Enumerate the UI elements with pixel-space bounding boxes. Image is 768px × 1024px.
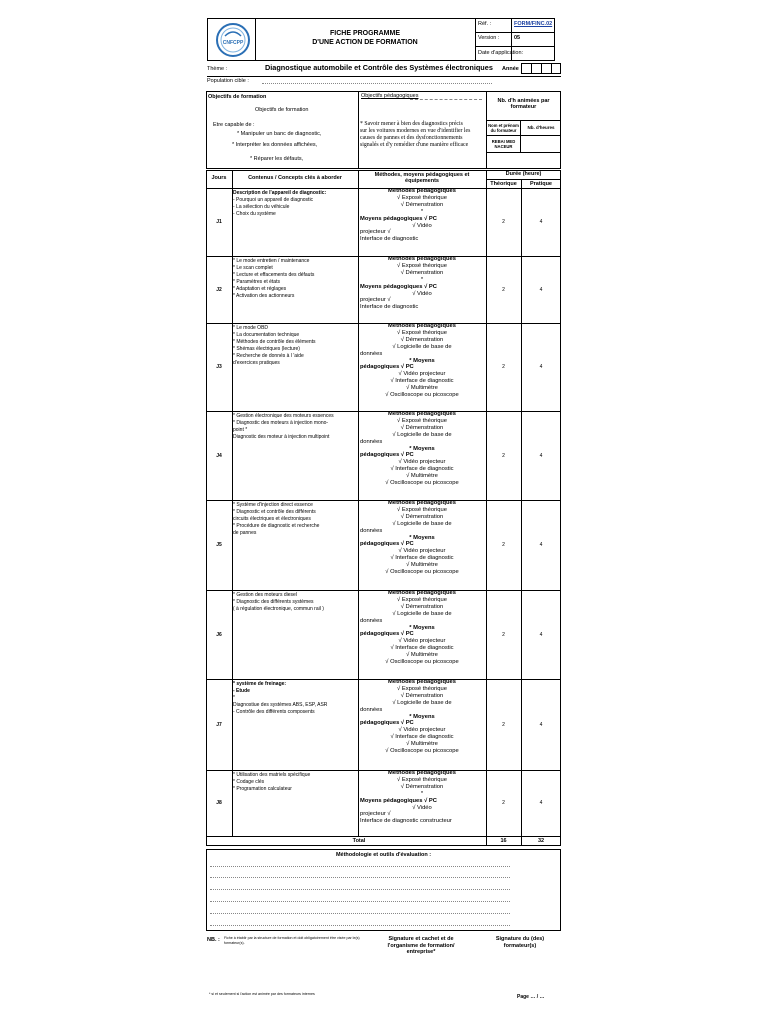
row-method-line: *: [420, 790, 424, 797]
eval-line-1[interactable]: [210, 866, 510, 867]
row-content-line: - Pourquoi un appareil de diagnostic: [233, 196, 314, 203]
row-method-line: données: [360, 438, 383, 445]
col-jours: Jours: [211, 175, 227, 181]
row-content-line: * Programation calculateur: [233, 785, 292, 792]
eval-line-4[interactable]: [210, 901, 510, 902]
version-label: Version :: [478, 35, 500, 41]
total-prat: 32: [537, 838, 545, 844]
row-method-line: Interface de diagnostic: [360, 236, 419, 243]
row-content-line: - Choix du système: [233, 210, 276, 217]
row-theorique: 2: [502, 542, 505, 548]
ref-value: FORM/FINC.02: [514, 21, 553, 27]
row-method-line: √ Interface de diagnostic: [390, 466, 454, 473]
row-content-line: * Recherche de donnés à l 'aide: [233, 352, 304, 359]
row-content-line: * système de freinage:: [233, 681, 287, 687]
theme-label: Thème :: [207, 66, 228, 72]
row-method-line: √ Multimètre: [406, 652, 438, 659]
row-method-line: projecteur √: [360, 229, 391, 236]
methodologie-box: [206, 849, 561, 931]
row-method-line: Méthodes pédagogiques: [388, 188, 456, 194]
row-method-line: Méthodes pédagogiques: [388, 323, 456, 329]
row-method-line: pédagogiques √ PC: [360, 541, 414, 548]
row-method-line: √ Exposé théorique: [397, 262, 447, 269]
row-content-line: * Activation des actionneurs: [233, 292, 295, 299]
row-method-line: √ Interface de diagnostic: [390, 734, 454, 741]
row-method-line: Méthodes pédagogiques: [388, 500, 456, 506]
formateur-name: REBAI MED NACEUR: [491, 139, 516, 149]
row-pratique: 4: [539, 631, 543, 638]
ref-label: Réf. :: [478, 21, 492, 27]
row-content-line: ( à régulation électronique, commun rail ): [233, 605, 324, 612]
row-day: J1: [216, 219, 222, 225]
signature-organisme: Signature et cachet et de l'organisme de formation/ entreprise*: [387, 936, 455, 955]
row-content-line: * Lecture et effacements des défauts: [233, 271, 315, 278]
row-day: J5: [216, 542, 222, 548]
col-theorique: Théorique: [490, 181, 517, 187]
objectif-item-1: * Manipuler un banc de diagnostic,: [237, 131, 322, 137]
row-content-line: Diagnostiue des systèmes ABS, ESP, ASR: [233, 701, 328, 708]
row-method-line: √ Exposé théorique: [397, 194, 447, 201]
row-method-line: Méthodes pédagogiques: [388, 679, 456, 685]
row-pratique: 4: [539, 219, 543, 225]
col-contenus: Contenus / Concepts clés à aborder: [248, 175, 342, 181]
total-label: Total: [352, 838, 366, 844]
row-day: J4: [216, 452, 222, 459]
row-content-line: * Diagnostic des différents systèmes: [233, 598, 314, 605]
row-method-line: √ Interface de diagnostic: [390, 555, 454, 562]
row-content-line: * Paramètres et états: [233, 278, 280, 285]
row-content-line: point *: [233, 426, 248, 433]
row-method-line: √ Vidéo projecteur: [398, 548, 446, 555]
row-method-line: √ Interface de diagnostic: [390, 378, 454, 385]
row-method-line: √ Multimètre: [406, 562, 438, 569]
total-theo: 16: [500, 838, 507, 844]
nb-heures-header: Nb. d'heures: [527, 125, 555, 130]
nb-label: NB. :: [207, 937, 220, 943]
row-method-line: Moyens pédagogiques √ PC: [360, 283, 437, 290]
row-pratique: 4: [539, 364, 543, 370]
pedago-header: Objectifs pédagogiques: [361, 93, 419, 99]
row-method-line: √ Oscilloscope ou picoscope: [385, 748, 459, 754]
row-content-line: * Gestion des moteurs diesel: [233, 592, 297, 598]
row-theorique: 2: [502, 286, 505, 293]
pedago-line-4: signalés et d'y remédier d'une manière efficace: [360, 142, 469, 148]
row-method-line: √ Multimètre: [406, 741, 438, 748]
row-content-line: * Diagnostic et contrôle des différents: [233, 508, 316, 515]
annee-label: Année: [502, 66, 519, 72]
row-method-line: Moyens pédagogiques √ PC: [360, 797, 437, 804]
row-method-line: * Moyens: [409, 534, 435, 541]
row-content-line: * Méthodes de contrôle des éléments: [233, 338, 316, 345]
row-method-line: √ Démenstration: [400, 269, 444, 276]
row-method-line: données: [360, 527, 383, 534]
animees-header: Nb. d'h animées par formateur: [497, 98, 550, 110]
row-method-line: √ Vidéo projecteur: [398, 727, 446, 734]
row-theorique: 2: [502, 364, 505, 370]
row-method-line: √ Vidéo: [412, 290, 432, 297]
row-method-line: Interface de diagnostic constructeur: [360, 818, 452, 825]
row-content-line: * Adaptation et réglages: [233, 285, 287, 292]
row-method-line: * Moyens: [409, 624, 435, 631]
row-content-line: *: [233, 694, 235, 701]
row-method-line: √ Démenstration: [400, 513, 444, 520]
title-line-2: D'UNE ACTION DE FORMATION: [312, 39, 418, 46]
capable-label: Etre capable de :: [213, 122, 255, 128]
row-method-line: √ Exposé théorique: [397, 596, 447, 603]
row-content-line: Diagnostic des moteur à injection multipoint: [233, 433, 330, 440]
row-day: J2: [216, 286, 222, 293]
row-method-line: √ Oscilloscope ou picoscope: [385, 659, 459, 665]
eval-line-2[interactable]: [210, 877, 510, 878]
row-method-line: Méthodes pédagogiques: [388, 590, 456, 596]
row-method-line: √ Exposé théorique: [397, 685, 447, 692]
methodologie-header: Méthodologie et outils d'évaluation :: [335, 852, 432, 858]
logo-text: CNFCPP: [222, 40, 244, 46]
row-method-line: √ Exposé théorique: [397, 506, 447, 513]
row-method-line: données: [360, 617, 383, 624]
page-number: Page … / …: [517, 994, 545, 1000]
row-method-line: √ Démenstration: [400, 336, 444, 343]
row-method-line: projecteur √: [360, 297, 391, 304]
version-value: 05: [514, 35, 521, 41]
row-content-line: - Contrôle des différents composents: [233, 708, 315, 715]
row-method-line: √ Logicielle de base de: [392, 520, 452, 527]
row-method-line: pédagogiques √ PC: [360, 452, 414, 459]
row-pratique: 4: [539, 452, 543, 459]
row-content-line: de pannes: [233, 529, 257, 536]
row-pratique: 4: [539, 721, 543, 728]
row-content-line: d'exercices pratiques: [233, 359, 280, 366]
row-day: J8: [216, 800, 222, 806]
theme-value: Diagnostique automobile et Contrôle des Systèmes électroniques: [265, 63, 493, 72]
row-method-line: √ Démenstration: [400, 603, 444, 610]
row-method-line: √ Vidéo projecteur: [398, 459, 446, 466]
row-content-line: * Utilisation des matriels spécifique: [233, 772, 311, 778]
row-method-line: √ Vidéo projecteur: [398, 371, 446, 378]
row-method-line: * Moyens: [409, 445, 435, 452]
title-line-1: FICHE PROGRAMME: [330, 30, 400, 37]
row-content-line: circuits électriques et électroniques: [233, 515, 311, 522]
row-method-line: √ Démenstration: [400, 783, 444, 790]
nb-text: Fiche à établir par la structure de formation et doit obligatoirement être visée par le(s) formateur(s).: [224, 936, 360, 945]
row-method-line: √ Multimètre: [406, 473, 438, 480]
row-theorique: 2: [502, 219, 505, 225]
row-method-line: √ Vidéo projecteur: [398, 638, 446, 645]
pedago-line-2: sur les voitures modernes en vue d'identifier les: [360, 128, 471, 134]
row-method-line: Méthodes pédagogiques: [388, 770, 456, 776]
row-method-line: √ Logicielle de base de: [392, 699, 452, 706]
row-content-line: * La documentation technique: [233, 331, 300, 338]
population-dots: [262, 83, 492, 84]
row-method-line: données: [360, 350, 383, 357]
eval-line-6[interactable]: [210, 925, 510, 926]
cnfcpp-logo: [215, 22, 251, 58]
row-pratique: 4: [539, 286, 543, 293]
row-method-line: Interface de diagnostic: [360, 304, 419, 311]
row-content-line: * Le mode entretien / maintenance: [233, 258, 310, 264]
col-duree: Durée (heure): [505, 171, 542, 177]
eval-line-5[interactable]: [210, 913, 510, 914]
row-method-line: pédagogiques √ PC: [360, 364, 414, 371]
row-content-line: * Codage clés: [233, 778, 265, 785]
row-method-line: √ Démenstration: [400, 201, 444, 208]
row-method-line: pédagogiques √ PC: [360, 720, 414, 727]
row-method-line: *: [420, 208, 424, 215]
row-method-line: √ Oscilloscope ou picoscope: [385, 392, 459, 398]
row-theorique: 2: [502, 721, 505, 728]
row-day: J3: [216, 364, 222, 370]
date-label: Date d'application:: [478, 50, 524, 56]
row-content-line: - Etude: [233, 687, 250, 694]
nom-prenom-header: Nom et prénom du formateur: [488, 123, 519, 133]
row-method-line: Méthodes pédagogiques: [388, 411, 456, 417]
row-day: J6: [216, 631, 222, 638]
row-method-line: * Moyens: [409, 713, 435, 720]
row-method-line: √ Multimètre: [406, 385, 438, 392]
row-method-line: √ Logicielle de base de: [392, 610, 452, 617]
row-content-line: - La sélection du véhicule: [233, 203, 290, 210]
col-methodes: Méthodes, moyens pédagogiques et équipements: [374, 172, 470, 184]
row-content-line: * Le mode OBD: [233, 325, 269, 331]
row-method-line: √ Oscilloscope ou picoscope: [385, 569, 459, 575]
row-method-line: √ Interface de diagnostic: [390, 645, 454, 652]
objectif-item-3: * Réparer les défauts,: [250, 156, 304, 162]
row-method-line: pédagogiques √ PC: [360, 631, 414, 638]
signature-formateur: Signature du (des) formateur(s): [495, 936, 545, 949]
row-method-line: √ Démenstration: [400, 424, 444, 431]
row-theorique: 2: [502, 452, 505, 459]
row-content-line: * Procédure de diagnostic et recherche: [233, 522, 320, 529]
pedago-line-3: causes de pannes et des dysfonctionnements: [360, 135, 463, 141]
row-method-line: √ Vidéo: [412, 804, 432, 811]
row-method-line: √ Démenstration: [400, 692, 444, 699]
row-method-line: projecteur √: [360, 811, 391, 818]
eval-line-3[interactable]: [210, 889, 510, 890]
row-method-line: √ Exposé théorique: [397, 776, 447, 783]
row-method-line: √ Oscilloscope ou picoscope: [385, 480, 459, 486]
row-day: J7: [216, 721, 222, 728]
row-method-line: Méthodes pédagogiques: [388, 256, 456, 262]
row-method-line: √ Exposé théorique: [397, 417, 447, 424]
row-content-line: * Le scan complet: [233, 264, 273, 271]
population-label: Population cible :: [207, 78, 249, 84]
row-method-line: *: [420, 276, 424, 283]
row-method-line: données: [360, 706, 383, 713]
objectif-item-2: * Interpréter les données affichées,: [232, 142, 318, 148]
row-method-line: Moyens pédagogiques √ PC: [360, 215, 437, 222]
row-theorique: 2: [502, 800, 505, 806]
row-pratique: 4: [539, 800, 543, 806]
row-content-line: * Shémas électriques (lecture): [233, 345, 300, 352]
row-method-line: √ Logicielle de base de: [392, 343, 452, 350]
row-pratique: 4: [539, 542, 543, 548]
objectifs-formation-header: Objectifs de formation: [208, 94, 267, 100]
row-content-line: * Diagnostic des moteurs à injection mono-: [233, 419, 329, 426]
row-method-line: * Moyens: [409, 357, 435, 364]
row-method-line: √ Exposé théorique: [397, 329, 447, 336]
row-content-line: * Gestion électronique des moteurs essences: [233, 413, 334, 419]
row-method-line: √ Vidéo: [412, 222, 432, 229]
star-note: * si et seulement si l'action est animée par des formateurs internes: [209, 992, 315, 996]
pedago-line-1: * Savoir mener à bien des diagnostics précis: [360, 121, 463, 127]
row-method-line: √ Logicielle de base de: [392, 431, 452, 438]
row-content-line: Description de l'appareil de diagnostic:: [233, 190, 327, 196]
row-content-line: * Système d'injection direct essence: [233, 502, 313, 508]
objectifs-formation-sub: Objectifs de formation: [255, 107, 309, 113]
col-pratique: Pratique: [529, 181, 552, 187]
row-theorique: 2: [502, 631, 505, 638]
